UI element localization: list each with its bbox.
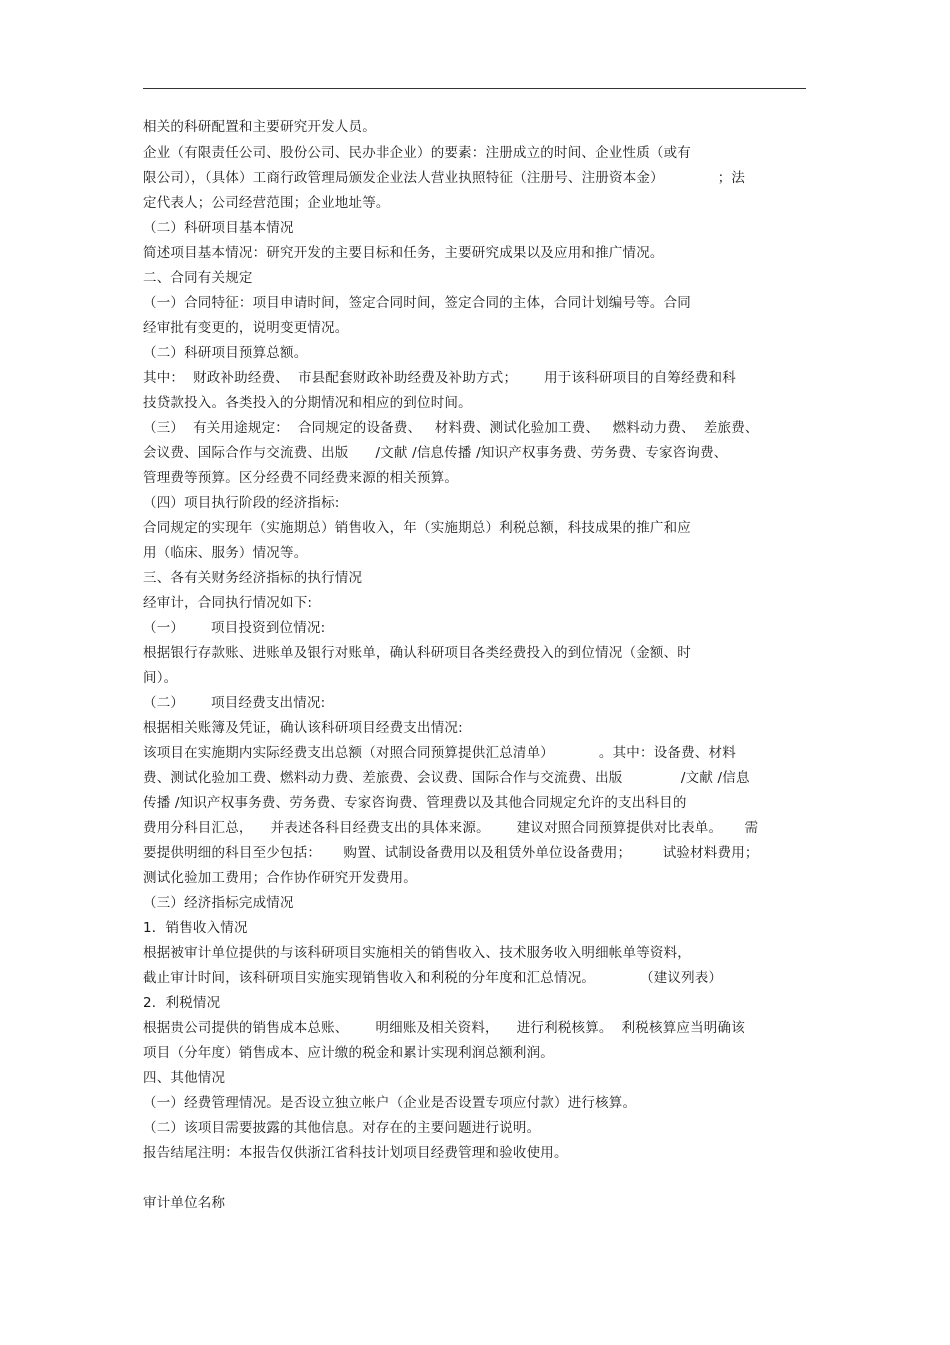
text-line: 费用分科目汇总， 并表述各科目经费支出的具体来源。 建议对照合同预算提供对比表单。 需: [143, 820, 759, 836]
text-line: 技贷款投入。各类投入的分期情况和相应的到位时间。: [143, 395, 472, 411]
subsection-heading: 1．销售收入情况: [143, 920, 248, 936]
text-line: 根据相关账簿及凭证，确认该科研项目经费支出情况:: [143, 720, 463, 736]
text-line: 根据被审计单位提供的与该科研项目实施相关的销售收入、技术服务收入明细帐单等资料，: [143, 945, 691, 961]
text-line: 经审计，合同执行情况如下:: [143, 595, 313, 611]
text-line: （一）合同特征：项目申请时间，签定合同时间，签定合同的主体，合同计划编号等。合同: [143, 295, 691, 311]
subsection-heading: 2．利税情况: [143, 995, 221, 1011]
text-line: 根据银行存款账、进账单及银行对账单，确认科研项目各类经费投入的到位情况（金额、时: [143, 645, 691, 661]
text-line: 测试化验加工费用；合作协作研究开发费用。: [143, 870, 417, 886]
text-line: 项目（分年度）销售成本、应计缴的税金和累计实现利润总额利润。: [143, 1045, 554, 1061]
text-line: 截止审计时间，该科研项目实施实现销售收入和利税的分年度和汇总情况。 （建议列表）: [143, 970, 723, 986]
text-line: 相关的科研配置和主要研究开发人员。: [143, 119, 376, 135]
text-line: （一）经费管理情况。是否设立独立帐户（企业是否设置专项应付款）进行核算。: [143, 1095, 637, 1111]
section-heading: （二）科研项目基本情况: [143, 220, 294, 236]
audit-unit-name: 审计单位名称: [143, 1195, 226, 1211]
text-line: 要提供明细的科目至少包括： 购置、试制设备费用以及租赁外单位设备费用； 试验材料费用；: [143, 845, 759, 861]
text-line: 会议费、国际合作与交流费、出版 /文献 /信息传播 /知识产权事务费、劳务费、专家咨询费、: [143, 445, 728, 461]
section-heading: 四、其他情况: [143, 1070, 226, 1086]
section-heading: （三）经济指标完成情况: [143, 895, 294, 911]
section-heading: 二、合同有关规定: [143, 270, 253, 286]
text-line: 定代表人；公司经营范围；企业地址等。: [143, 195, 390, 211]
text-line: 合同规定的实现年（实施期总）销售收入，年（实施期总）利税总额，科技成果的推广和应: [143, 520, 691, 536]
text-line: 简述项目基本情况：研究开发的主要目标和任务，主要研究成果以及应用和推广情况。: [143, 245, 664, 261]
text-line: 限公司），（具体）工商行政管理局颁发企业法人营业执照特征（注册号、注册资本金） ；法: [143, 170, 746, 186]
text-line: 间）。: [143, 670, 178, 686]
text-line: 该项目在实施期内实际经费支出总额（对照合同预算提供汇总清单） 。其中：设备费、材料: [143, 745, 736, 761]
text-line: 企业（有限责任公司、股份公司、民办非企业）的要素：注册成立的时间、企业性质（或有: [143, 145, 691, 161]
text-line: 管理费等预算。区分经费不同经费来源的相关预算。: [143, 470, 459, 486]
text-line: （二）该项目需要披露的其他信息。对存在的主要问题进行说明。: [143, 1120, 541, 1136]
text-line: 报告结尾注明：本报告仅供浙江省科技计划项目经费管理和验收使用。: [143, 1145, 568, 1161]
section-heading: （四）项目执行阶段的经济指标:: [143, 495, 340, 511]
text-line: 费、测试化验加工费、燃料动力费、差旅费、会议费、国际合作与交流费、出版 /文献 /信息: [143, 770, 750, 786]
header-rule: [143, 88, 806, 89]
section-heading: （二）科研项目预算总额。: [143, 345, 308, 361]
section-heading: 三、各有关财务经济指标的执行情况: [143, 570, 363, 586]
text-line: 其中： 财政补助经费、 市县配套财政补助经费及补助方式； 用于该科研项目的自筹经费和科: [143, 370, 736, 386]
text-line: 用（临床、服务）情况等。: [143, 545, 308, 561]
text-line: 根据贵公司提供的销售成本总账、 明细账及相关资料， 进行利税核算。 利税核算应当明确该: [143, 1020, 745, 1036]
text-line: 经审批有变更的，说明变更情况。: [143, 320, 349, 336]
text-line: 传播 /知识产权事务费、劳务费、专家咨询费、管理费以及其他合同规定允许的支出科目的: [143, 795, 687, 811]
section-heading: （一） 项目投资到位情况:: [143, 620, 326, 636]
text-line: （三） 有关用途规定： 合同规定的设备费、 材料费、测试化验加工费、 燃料动力费、 差旅费、: [143, 420, 759, 436]
section-heading: （二） 项目经费支出情况:: [143, 695, 326, 711]
